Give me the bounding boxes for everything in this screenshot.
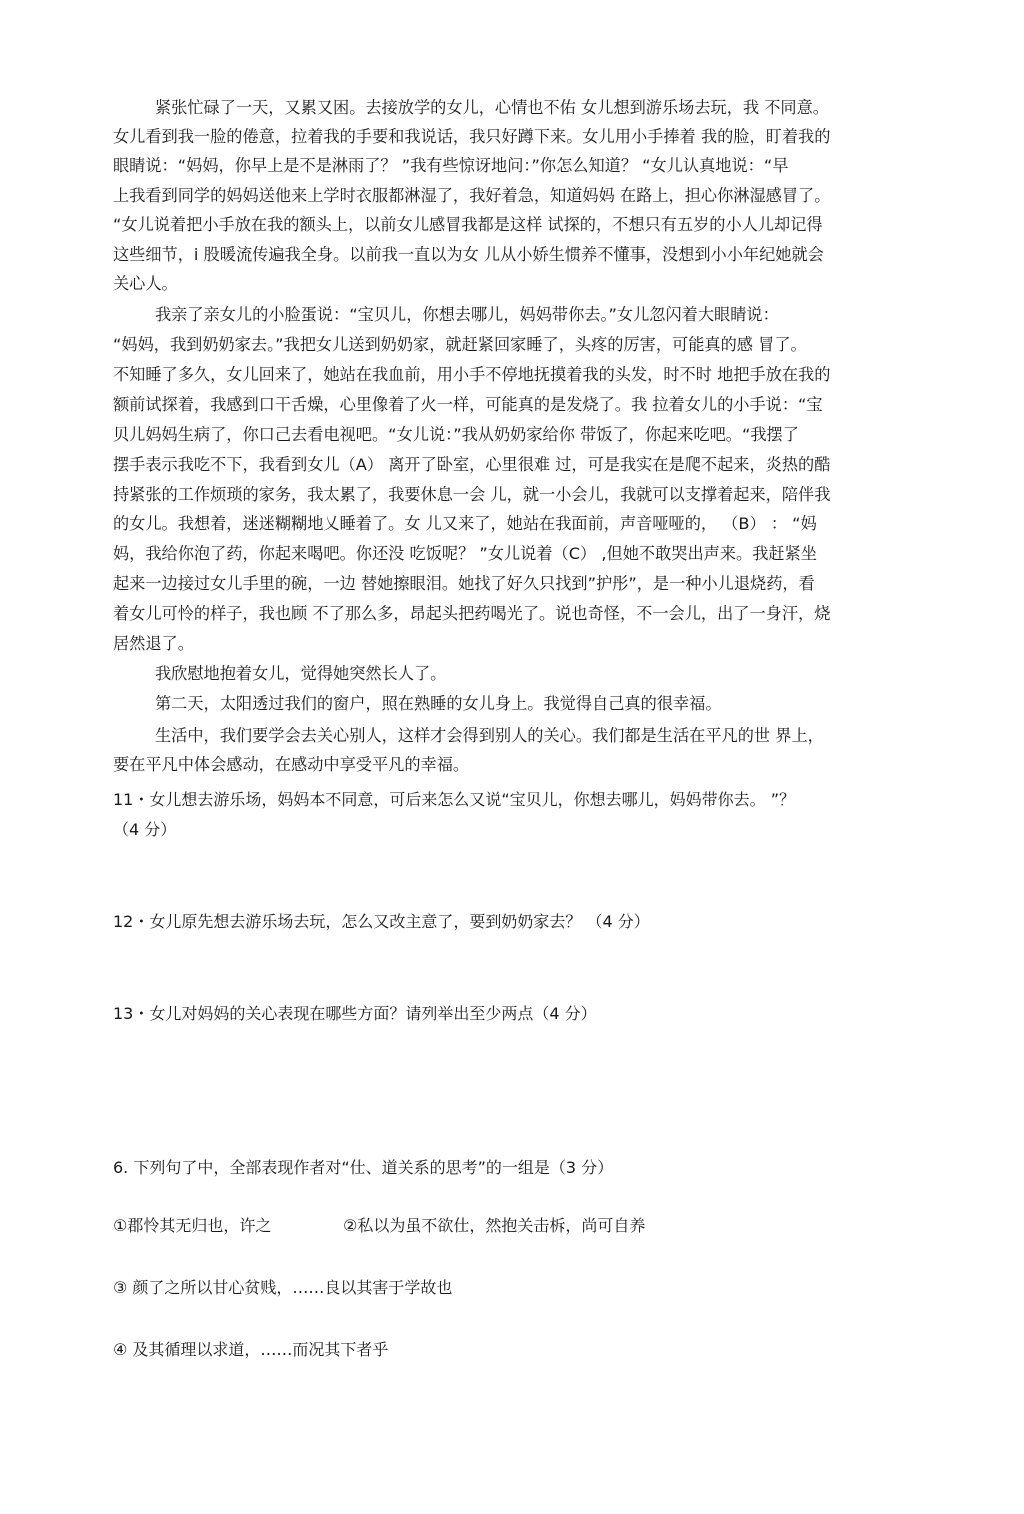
question-11-points: （4 分）: [113, 820, 177, 839]
story-line: 居然退了。: [113, 634, 194, 653]
story-line: 贝儿妈妈生病了，你口己去看电视吧。“女儿说：”我从奶奶家给你 带饭了，你起来吃吧。“我摆了: [113, 425, 799, 444]
question-6-option-4: ④ 及其循理以求道，……而况其下者乎: [113, 1340, 389, 1359]
story-line: 要在平凡中体会感动，在感动中享受平凡的幸福。: [113, 755, 470, 774]
story-line: 第二天，太阳透过我们的窗户，照在熟睡的女儿身上。我觉得自己真的很幸福。: [155, 694, 722, 713]
story-line: 着女儿可怜的样子，我也顾 不了那么多，昂起头把药喝光了。说也奇怪，不一会儿，出了一身汗，烧: [113, 604, 831, 623]
question-6-option-2: ②私以为虽不欲仕，然抱关击柝，尚可自养: [343, 1216, 646, 1235]
story-line: 的女儿。我想着，迷迷糊糊地乂睡着了。女 儿又来了，她站在我面前，声音哑哑的， （B） ： “妈: [113, 514, 817, 533]
story-line: “妈妈，我到奶奶家去。”我把女儿送到奶奶家，就赶紧回家睡了，头疼的厉害，可能真的感 冒了。: [113, 335, 807, 354]
story-line: 我欣慰地抱着女儿，觉得她突然长人了。: [155, 664, 447, 683]
story-line: 生活中，我们要学会去关心别人，这样才会得到别人的关心。我们都是生活在平凡的世 界上，: [155, 726, 824, 745]
story-line: 我亲了亲女儿的小脸蛋说：“宝贝儿，你想去哪儿，妈妈带你去。”女儿忽闪着大眼睛说：: [155, 305, 779, 324]
story-line: 起来一边接过女儿手里的碗，一边 替她擦眼泪。她找了好久只找到”护彤”，是一种小儿退烧药，看: [113, 574, 815, 593]
question-13: 13・女儿对妈妈的关心表现在哪些方面？请列举出至少两点（4 分）: [113, 1004, 597, 1023]
question-6: 6. 下列句了中，全部表现作者对“仕、道关系的思考”的一组是（3 分）: [113, 1158, 614, 1177]
question-6-option-1: ①郡怜其无归也，许之: [113, 1216, 272, 1235]
story-line: “女儿说着把小手放在我的额头上，以前女儿感冒我都是这样 试探的，不想只有五岁的小人儿却记得: [113, 215, 823, 234]
question-12: 12・女儿原先想去游乐场去玩，怎么又改主意了，要到奶奶家去？ （4 分）: [113, 912, 650, 931]
story-line: 紧张忙碌了一天，又累又困。去接放学的女儿，心情也不佑 女儿想到游乐场去玩，我 不同意。: [155, 98, 829, 117]
story-line: 眼睛说：“妈妈，你早上是不是淋雨了？ ”我有些惊讶地问：”你怎么知道？ “女儿认真地说：“早: [113, 156, 789, 175]
story-line: 摆手表示我吃不下，我看到女儿（A） 离开了卧室，心里很难 过，可是我实在是爬不起来，炎热的酷: [113, 455, 831, 474]
story-line: 妈，我给你泡了药，你起来喝吧。你还没 吃饭呢？ ”女儿说着（C） ,但她不敢哭出声来。我赶紧坐: [113, 544, 817, 563]
story-line: 上我看到同学的妈妈送他来上学时衣服都淋湿了，我好着急，知道妈妈 在路上，担心你淋湿感冒了。: [113, 186, 831, 205]
story-line: 关心人。: [113, 274, 178, 293]
story-line: 这些细节，i 股暖流传遍我全身。以前我一直以为女 儿从小娇生惯养不懂事，没想到小小年纪她就会: [113, 245, 824, 264]
story-line: 女儿看到我一脸的倦意，拉着我的手要和我说话，我只好蹲下来。女儿用小手捧着 我的脸，盯着我的: [113, 127, 831, 146]
story-line: 额前试探着，我感到口干舌燥，心里像着了火一样，可能真的是发烧了。我 拉着女儿的小手说：“宝: [113, 395, 823, 414]
story-line: 不知睡了多久，女儿回来了，她站在我血前，用小手不停地抚摸着我的头发，时不时 地把手放在我的: [113, 365, 831, 384]
story-line: 持紧张的工作烦琐的家务，我太累了，我要休息一会 儿，就一小会儿，我就可以支撑着起来，陪伴我: [113, 485, 831, 504]
question-11: 11・女儿想去游乐场，妈妈本不同意，可后来怎么又说“宝贝儿，你想去哪儿，妈妈带你去。 ”？: [113, 790, 796, 809]
question-6-option-3: ③ 颜了之所以甘心贫贱，……良以其害于学故也: [113, 1278, 453, 1297]
